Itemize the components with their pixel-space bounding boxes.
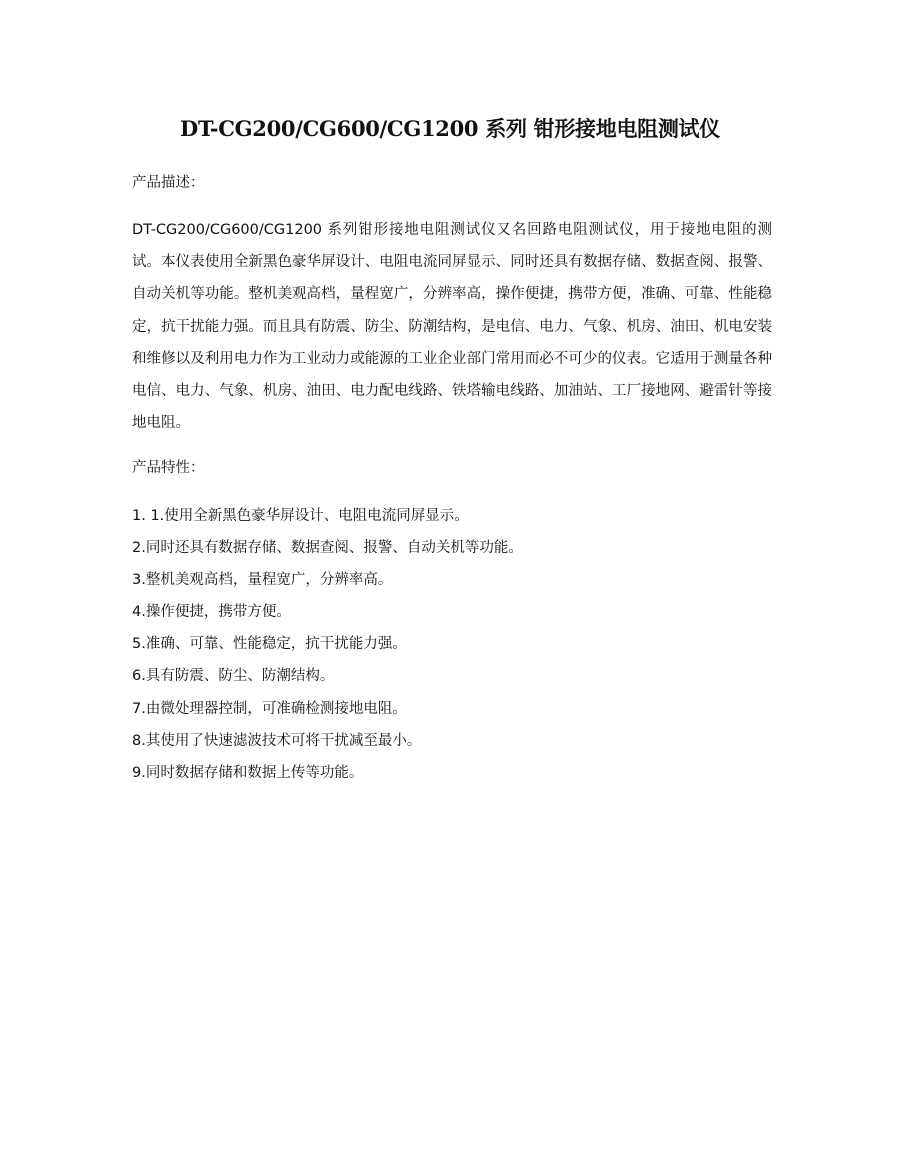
feature-item: 3.整机美观高档，量程宽广，分辨率高。 (132, 572, 393, 589)
feature-item: 1. 1.使用全新黑色豪华屏设计、电阻电流同屏显示。 (132, 508, 469, 524)
document-title: DT-CG200/CG600/CG1200 系列 钳形接地电阻测试仪 (180, 116, 720, 141)
feature-item: 4.操作便捷，携带方便。 (132, 604, 291, 621)
feature-item: 8.其使用了快速滤波技术可将干扰减至最小。 (132, 732, 422, 749)
feature-item: 6.具有防震、防尘、防潮结构。 (132, 668, 335, 685)
description-heading: 产品描述： (132, 175, 205, 191)
feature-item: 2.同时还具有数据存储、数据查阅、报警、自动关机等功能。 (132, 540, 523, 557)
description-paragraph: DT-CG200/CG600/CG1200 系列钳形接地电阻测试仪又名回路电阻测试仪，用于接地电阻的测试。本仪表使用全新黑色豪华屏设计、电阻电流同屏显示、同时还具有数据存储、数据查阅、报警、自动关机等功能。整机美观高档，量程宽广，分辨率高，操作便捷，携带方便，准确、可靠、性能稳定，抗干扰能力强。而且具有防震、防尘、防潮结构，是电信、电力、气象、机房、油田、机电安装和维修以及利用电力作为工业动力或能源的工业企业部门常用而必不可少的仪表。它适用于测量各种电信、电力、气象、机房、油田、电力配电线路、铁塔输电线路、加油站、工厂接地网、避雷针等接地电阻。 (132, 222, 772, 432)
feature-list (132, 503, 772, 792)
feature-item: 9.同时数据存储和数据上传等功能。 (132, 764, 364, 781)
feature-item: 7.由微处理器控制，可准确检测接地电阻。 (132, 700, 407, 717)
features-heading: 产品特性： (132, 460, 205, 476)
feature-item: 5.准确、可靠、性能稳定，抗干扰能力强。 (132, 636, 407, 653)
